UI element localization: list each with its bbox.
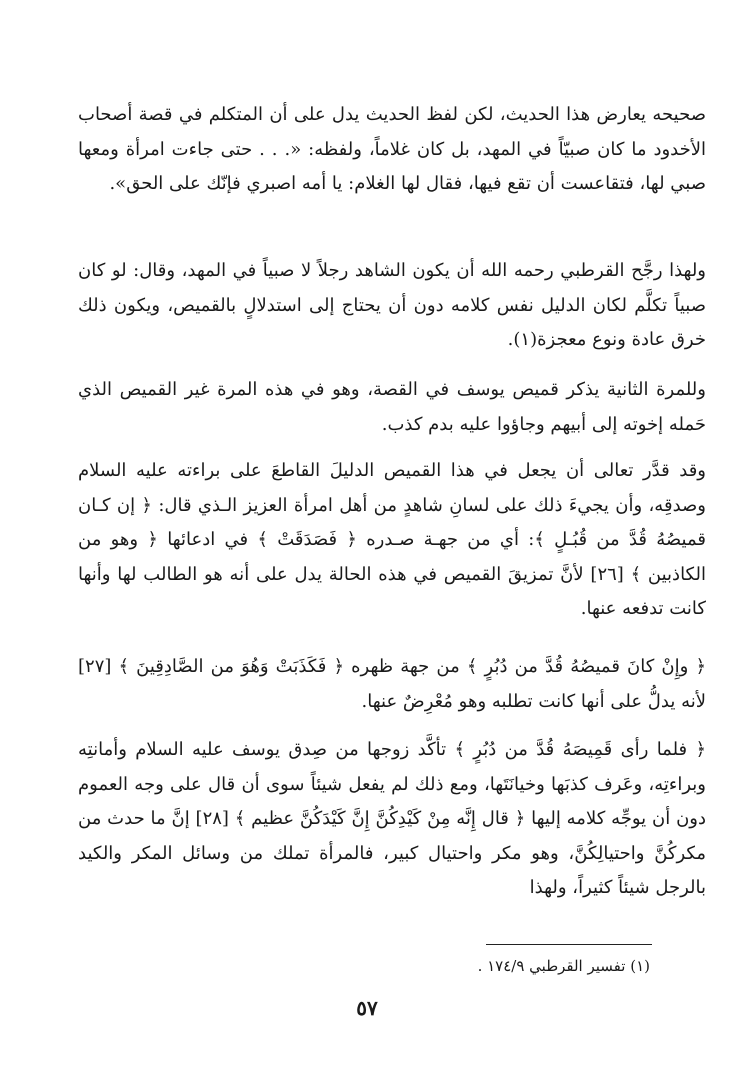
paragraph-1: صحيحه يعارض هذا الحديث، لكن لفظ الحديث يدل على أن المتكلم في قصة أصحاب الأخدود ما كان صبيّاً في المهد، بل كان غلاماً، ولفظه: «. . . حتى جاءت امرأة ومعها صبي لها، فتقاعست أن تقع فيها، فقال لها الغلام: يا أمه اصبري فإنّك على الحق». [78, 104, 706, 194]
paragraph-4: وقد قدَّر تعالى أن يجعل في هذا القميص الدليلَ القاطعَ على براءته عليه السلام وصدقِه، وأن يجيءَ ذلك على لسانِ شاهدٍ من أهل امرأة العزيز الـذي قال: ﴿ إن كـان قميصُهُ قُدَّ من قُبُـلٍ ﴾: أي من جهـة صـدره ﴿ فَصَدَقَتْ ﴾ في ادعائها ﴿ وهو من الكاذبين ﴾ [٢٦] لأنَّ تمزيقَ القميص في هذه الحالة يدل على أنه هو الطالب لها وأنها كانت تدفعه عنها. [78, 460, 706, 619]
footnote-divider [486, 944, 652, 945]
page-number: ٥٧ [356, 996, 378, 1020]
paragraph-3: وللمرة الثانية يذكر قميص يوسف في القصة، وهو في هذه المرة غير القميص الذي حَمله إخوته إلى أبيهم وجاؤوا عليه بدم كذب. [78, 379, 706, 435]
paragraph-2: ولهذا رجَّح القرطبي رحمه الله أن يكون الشاهد رجلاً لا صبياً في المهد، وقال: لو كان صبياً تكلَّم لكان الدليل نفس كلامه دون أن يحتاج إلى استدلالٍ بالقميص، ويكون ذلك خرق عادة ونوع معجزة(١). [78, 260, 706, 350]
paragraph-6: ﴿ فلما رأى قَمِيصَهُ قُدَّ من دُبُرٍ ﴾ تأكَّد زوجها من صِدق يوسف عليه السلام وأمانتِه وبراءتِه، وعَرف كذبَها وخيانَتَها، ومع ذلك لم يفعل شيئاً سوى أن قال على وجه العموم دون أن يوجِّه كلامه إليها ﴿ قال إِنَّه مِنْ كَيْدِكُنَّ إِنَّ كَيْدَكُنَّ عظيم ﴾ [٢٨] إنَّ ما حدث من مكركُنَّ واحتيالِكُنَّ، وهو مكر واحتيال كبير، فالمرأة تملك من وسائل المكر والكيد بالرجل شيئاً كثيراً، ولهذا [78, 739, 706, 898]
footnote: (١) تفسير القرطبي ١٧٤/٩ . [477, 957, 650, 975]
paragraph-5: ﴿ وإِنْ كانَ قميصُهُ قُدَّ من دُبُرٍ ﴾ من جهة ظهره ﴿ فَكَذَبَتْ وَهُوَ من الصَّادِقِينَ ﴾ [٢٧] لأنه يدلُّ على أنها كانت تطلبه وهو مُعْرِضٌ عنها. [78, 656, 706, 712]
